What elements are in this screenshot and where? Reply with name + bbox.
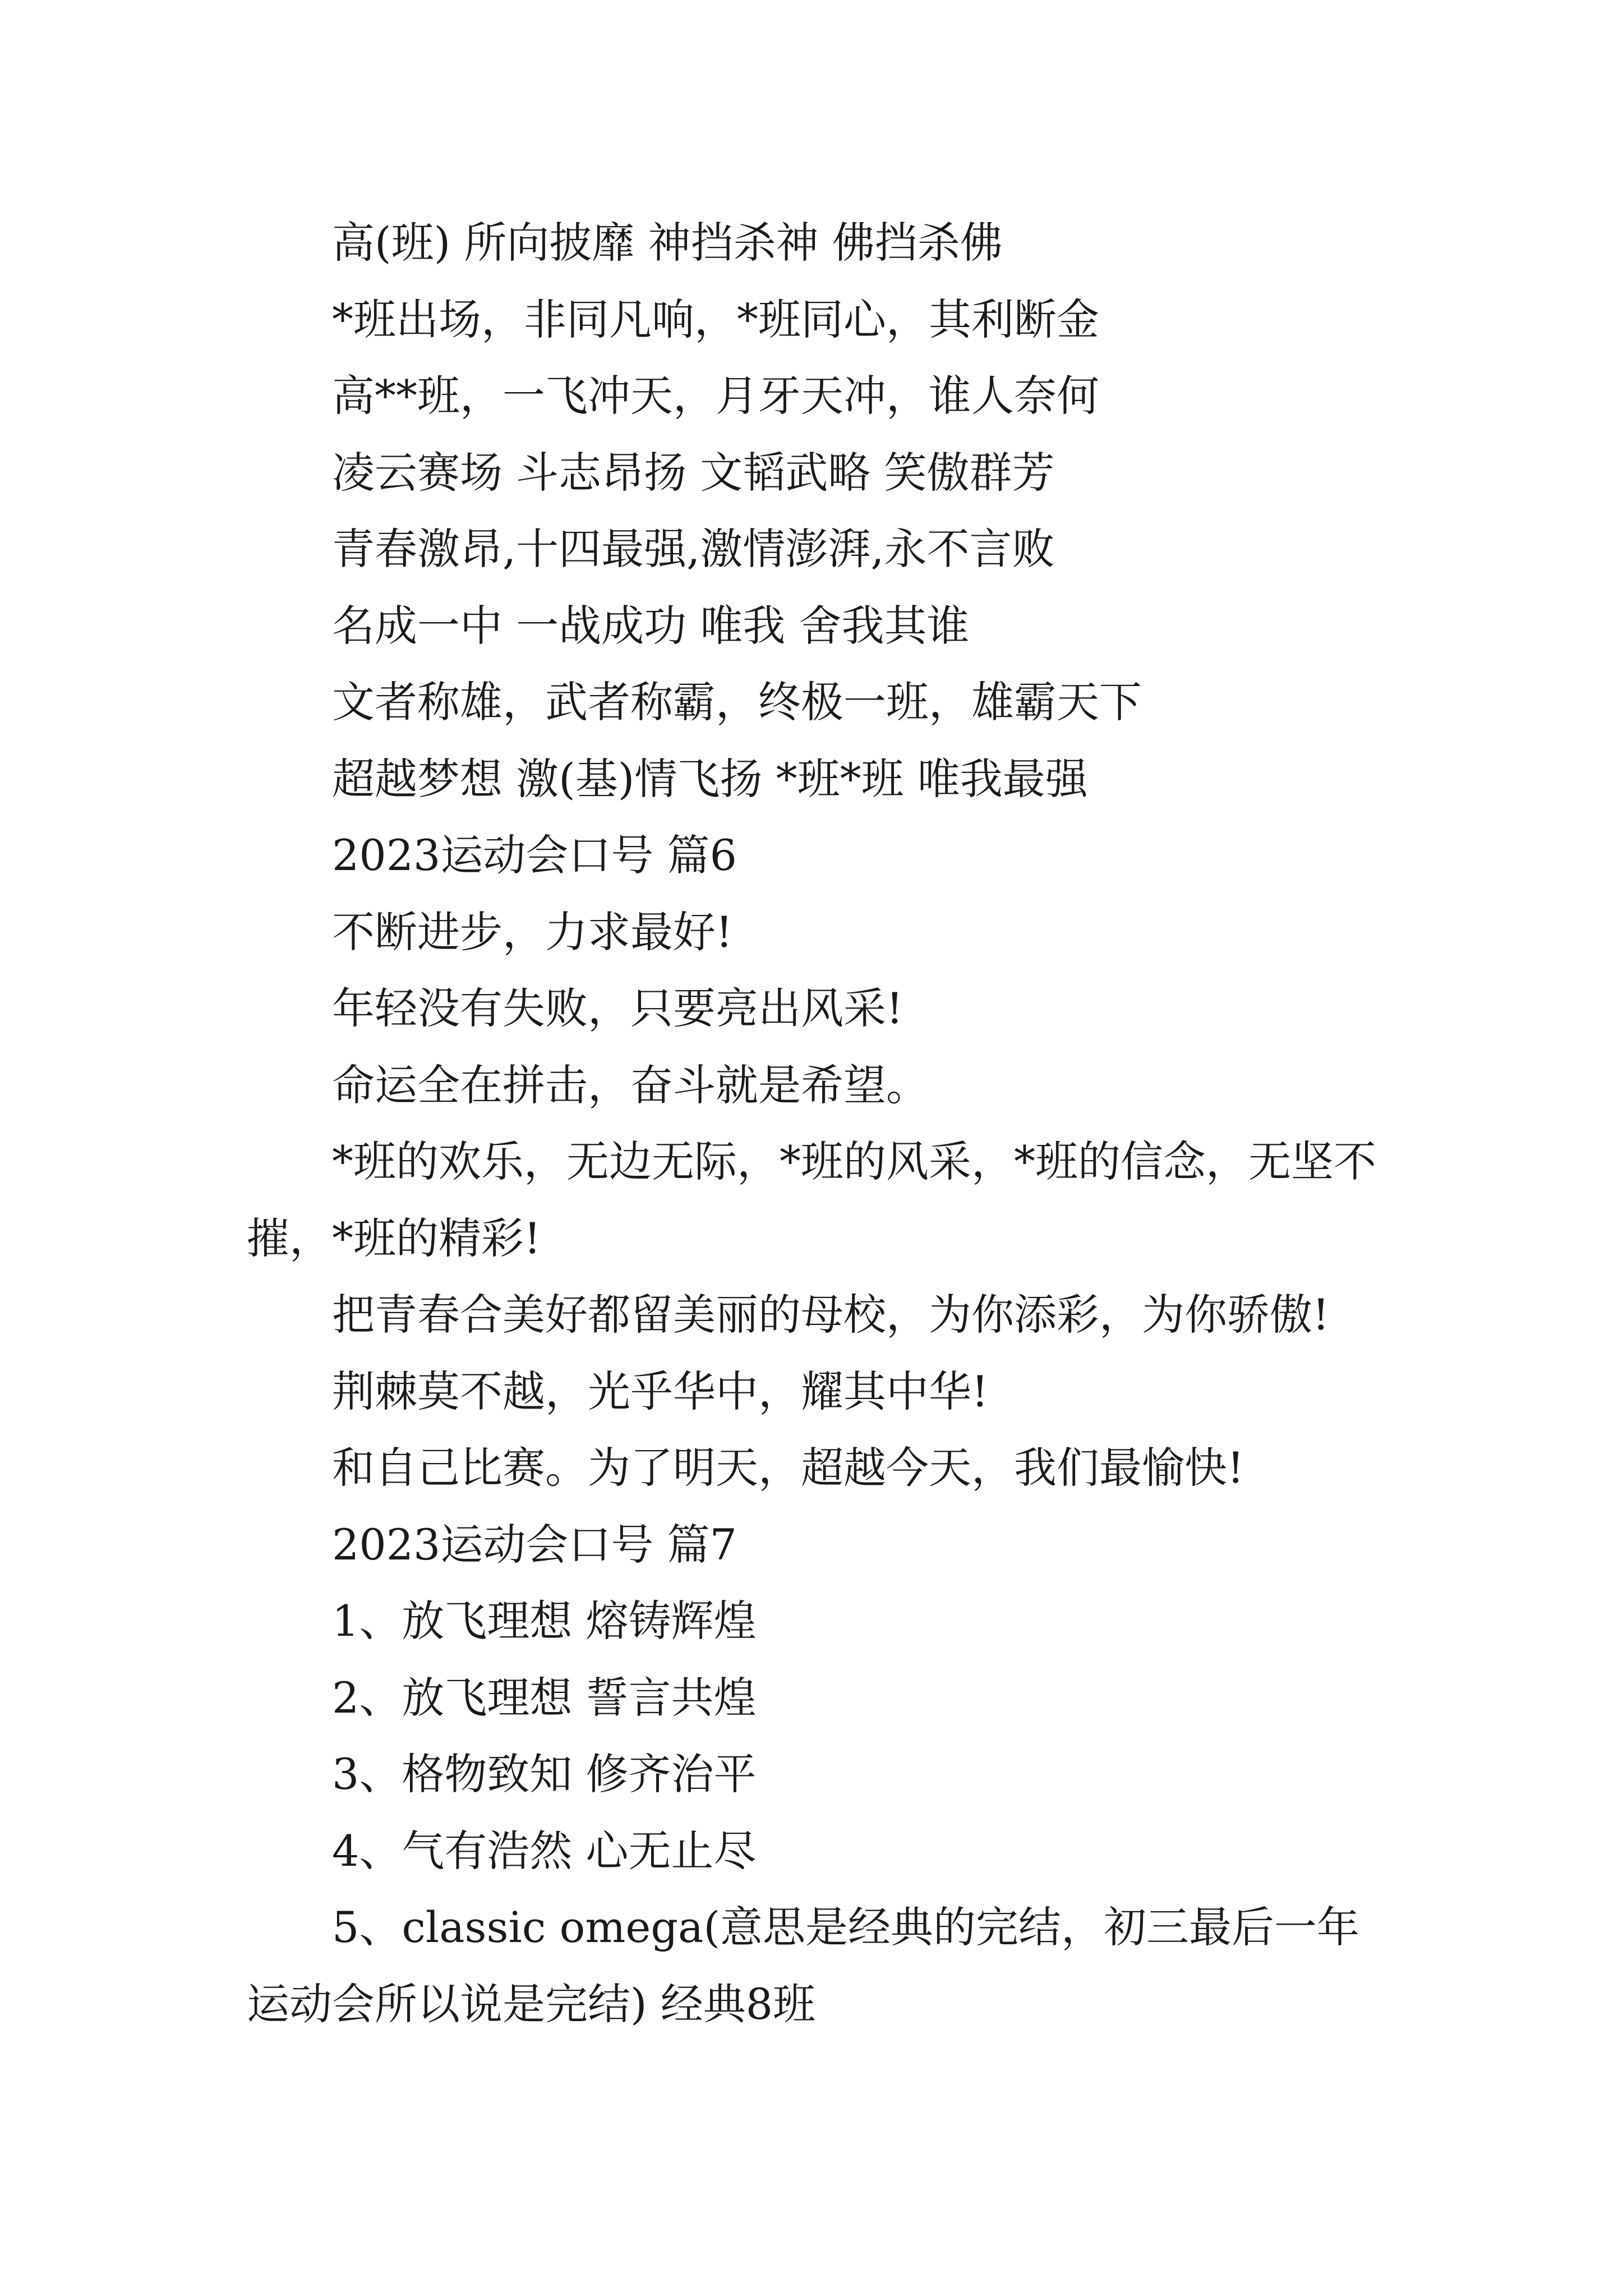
paragraph: 命运全在拼击，奋斗就是希望。 <box>332 1060 929 1110</box>
paragraph: 把青春合美好都留美丽的母校，为你添彩，为你骄傲! <box>332 1290 1330 1340</box>
list-item: 2、放飞理想 誓言共煌 <box>332 1672 757 1723</box>
paragraph: 名成一中 一战成功 唯我 舍我其谁 <box>332 600 970 651</box>
paragraph: 高(班) 所向披靡 神挡杀神 佛挡杀佛 <box>332 218 1003 268</box>
paragraph: 高**班，一飞冲天，月牙天冲，谁人奈何 <box>332 371 1099 421</box>
document-body <box>247 205 1391 2042</box>
paragraph: 年轻没有失败，只要亮出风采! <box>332 983 903 1033</box>
paragraph: 超越梦想 激(基)情飞扬 *班*班 唯我最强 <box>332 753 1088 804</box>
paragraph: *班的欢乐，无边无际，*班的风采，*班的信念，无坚不摧，*班的精彩! <box>247 1137 1376 1263</box>
list-item: 1、放飞理想 熔铸辉煌 <box>332 1596 757 1646</box>
paragraph: 荆棘莫不越，光乎华中，耀其中华! <box>332 1366 989 1416</box>
list-item: 4、气有浩然 心无止尽 <box>332 1825 757 1876</box>
paragraph: 不断进步，力求最好! <box>332 907 733 957</box>
paragraph: 文者称雄，武者称霸，终极一班，雄霸天下 <box>332 677 1142 727</box>
paragraph: 凌云赛场 斗志昂扬 文韬武略 笑傲群芳 <box>332 447 1055 498</box>
paragraph: 青春激昂,十四最强,激情澎湃,永不言败 <box>332 524 1055 574</box>
list-item: 3、格物致知 修齐治平 <box>332 1749 757 1799</box>
section-heading: 2023运动会口号 篇7 <box>332 1519 737 1570</box>
section-heading: 2023运动会口号 篇6 <box>332 830 737 880</box>
list-item: 5、classic omega(意思是经典的完结，初三最后一年运动会所以说是完结) 经典8班 <box>247 1902 1359 2029</box>
paragraph: 和自己比赛。为了明天，超越今天，我们最愉快! <box>332 1443 1244 1493</box>
paragraph: *班出场，非同凡响，*班同心，其利断金 <box>332 294 1099 344</box>
